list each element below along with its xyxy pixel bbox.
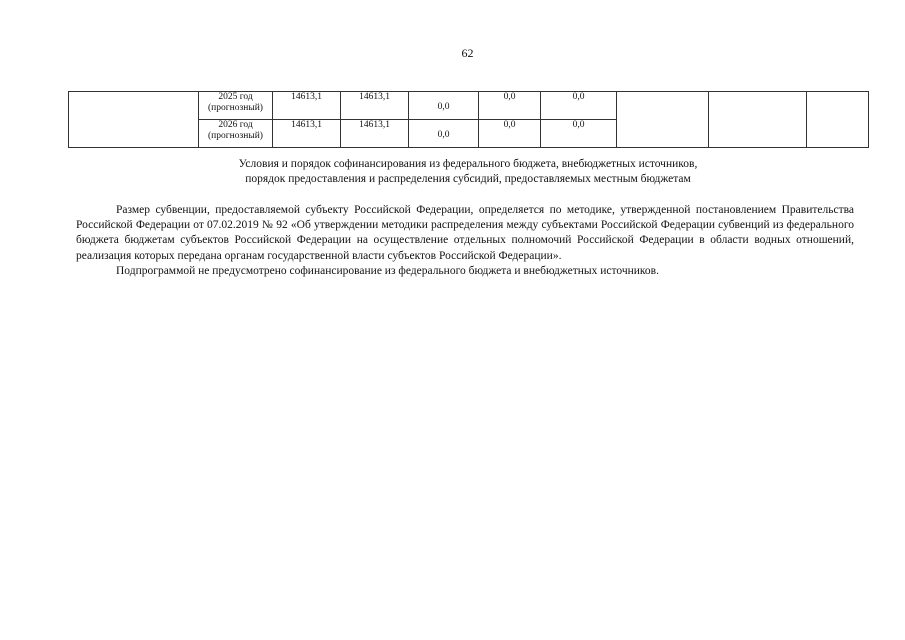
table-cell-empty <box>807 92 869 148</box>
page-number: 62 <box>461 46 474 60</box>
year-note: (прогнозный) <box>208 131 263 141</box>
table-cell-empty <box>709 92 807 148</box>
paragraph: Подпрограммой не предусмотрено софинансирование из федерального бюджета и внебюджетных источников. <box>116 264 659 277</box>
table-cell-total: 14613,1 <box>273 120 341 148</box>
table-cell-empty <box>69 92 199 148</box>
table-cell-total: 14613,1 <box>273 92 341 120</box>
table-cell-value: 0,0 <box>541 92 617 120</box>
section-title-line: Условия и порядок софинансирования из федерального бюджета, внебюджетных источников, <box>238 158 698 170</box>
paragraph: Размер субвенции, предоставляемой субъекту Российской Федерации, определяется по методике, утвержденной постановлением Правительства Российской Федерации от 07.02.2019 № 92 «Об утверждении методики распределения между субъектами Российской Федерации субвенций из федерального бюджета бюджетам субъектов Российской Федерации на осуществление отдельных полномочий Российской Федерации в области водных отношений, реализация которых передана органам государственной власти субъектов Российской Федерации». <box>76 204 854 262</box>
year-label: 2025 год <box>218 92 253 102</box>
section-title <box>68 157 868 187</box>
section-title-line: порядок предоставления и распределения субсидий, предоставляемых местным бюджетам <box>245 173 691 185</box>
table-cell-year <box>199 92 273 120</box>
body-text <box>76 203 854 279</box>
table-cell-value: 0,0 <box>479 92 541 120</box>
table-cell-regional: 14613,1 <box>341 120 409 148</box>
table-cell-value: 0,0 <box>541 120 617 148</box>
table-cell-value: 0,0 <box>409 92 479 120</box>
table-cell-year <box>199 120 273 148</box>
table-cell-value: 0,0 <box>409 120 479 148</box>
table-cell-empty <box>617 92 709 148</box>
table-row <box>69 92 869 120</box>
table-cell-value: 0,0 <box>479 120 541 148</box>
budget-table <box>68 91 869 148</box>
year-note: (прогнозный) <box>208 103 263 113</box>
table-cell-regional: 14613,1 <box>341 92 409 120</box>
year-label: 2026 год <box>218 120 253 130</box>
